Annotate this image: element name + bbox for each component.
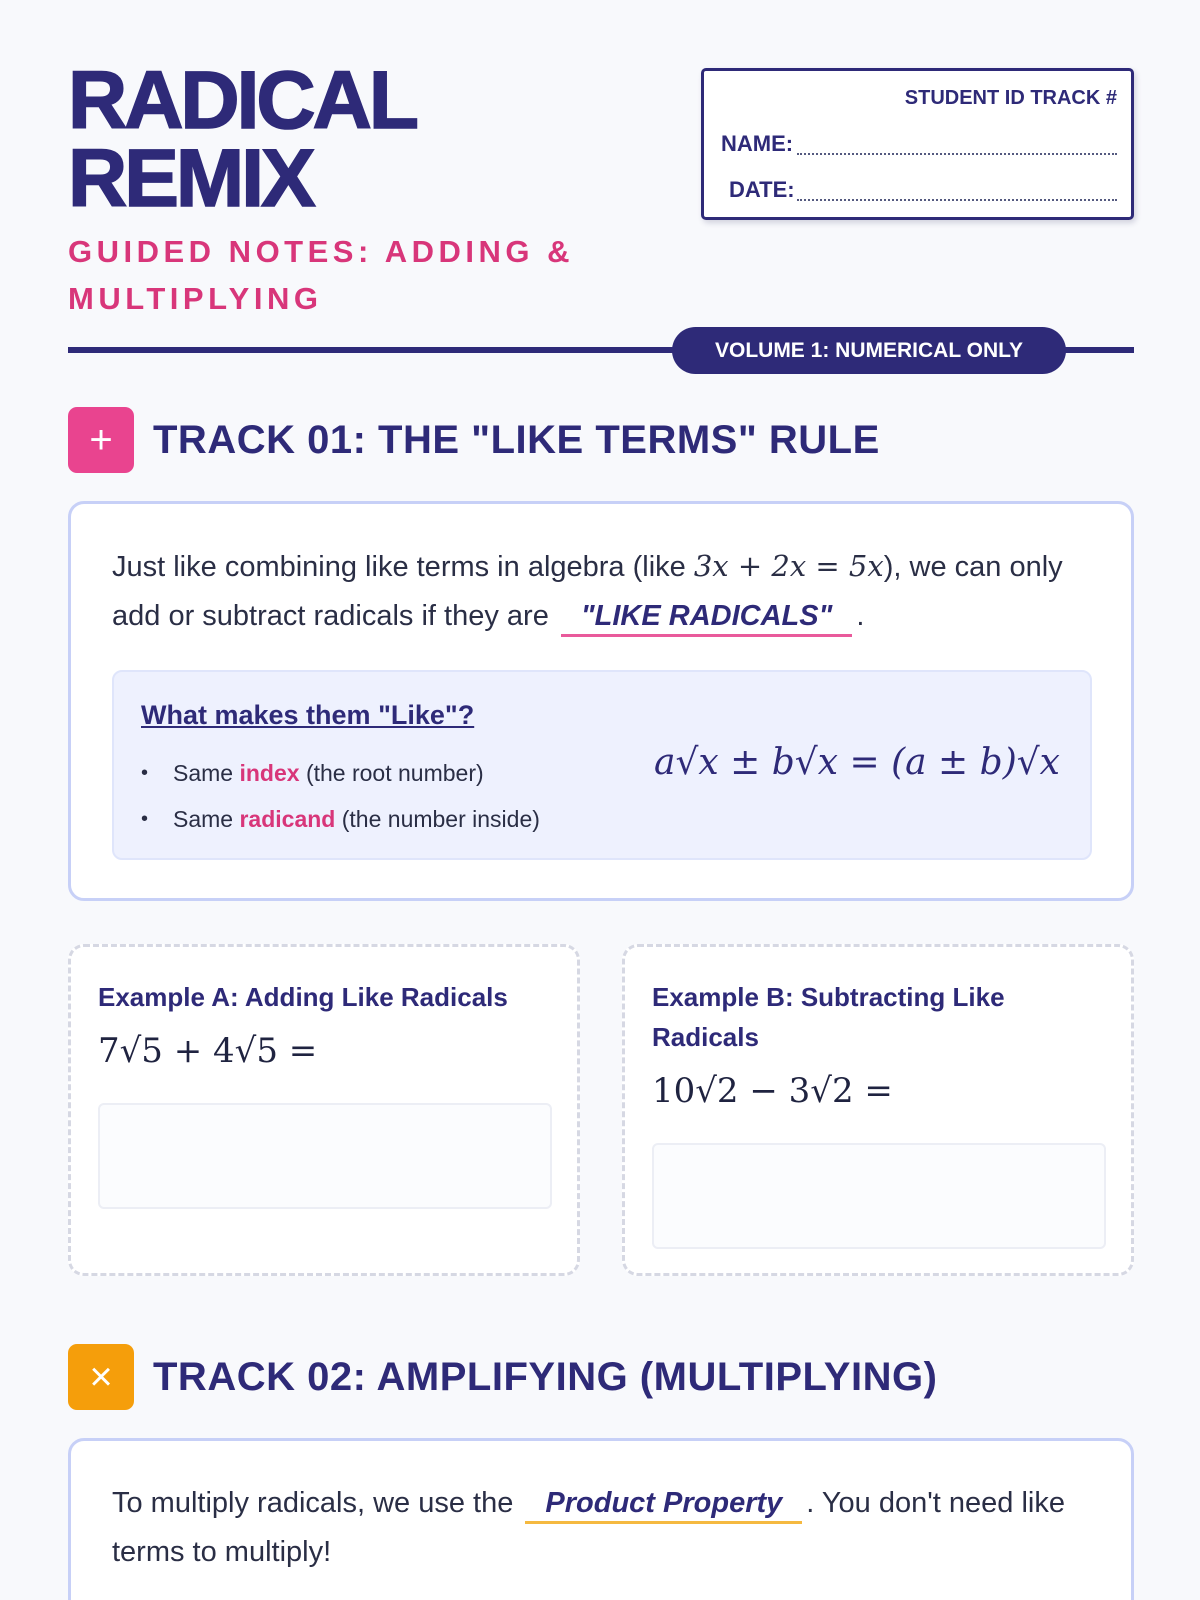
list-item: • Same radicand (the number inside) (141, 796, 540, 842)
example-b-answer-box[interactable] (652, 1143, 1106, 1249)
title-block (68, 55, 628, 322)
lead2-text-before: To multiply radicals, we use the (112, 1487, 514, 1519)
track-01-header (68, 407, 880, 473)
title-line-1: RADICAL (68, 55, 416, 146)
track-02-card (68, 1438, 1134, 1600)
keyword-index: index (239, 760, 300, 786)
like-radicals-formula: a√x ± b√x = (a ± b)√x (654, 742, 1060, 783)
student-id-card (701, 68, 1134, 220)
lead-text-middle: ), we can only add or subtract radicals if they are (112, 551, 1063, 632)
plus-icon: + (68, 407, 134, 473)
volume-badge: VOLUME 1: NUMERICAL ONLY (672, 327, 1066, 374)
track-01-title: TRACK 01: THE "LIKE TERMS" RULE (153, 417, 880, 462)
track-02-title: TRACK 02: AMPLIFYING (MULTIPLYING) (153, 1354, 938, 1399)
name-field[interactable] (797, 135, 1117, 155)
track-02-header (68, 1344, 937, 1410)
lead-text-before: Just like combining like terms in algebra (like (112, 551, 694, 583)
times-icon: × (68, 1344, 134, 1410)
like-radicals-blank[interactable]: "LIKE RADICALS" (561, 598, 852, 637)
track-01-lead (112, 542, 1072, 641)
date-row (721, 177, 1117, 203)
example-a-title: Example A: Adding Like Radicals (98, 982, 508, 1012)
lead-text-after: . (856, 600, 865, 632)
like-criteria-title: What makes them "Like"? (141, 700, 475, 730)
track-01-card (68, 501, 1134, 901)
date-field[interactable] (797, 181, 1117, 201)
lead2-text-after: . You don't need like terms to multiply! (112, 1487, 1065, 1568)
name-label: NAME: (721, 131, 794, 156)
lead-math: 3x + 2x = 5x (693, 549, 884, 583)
worksheet-page (68, 0, 1134, 1600)
track-02-lead (112, 1479, 1092, 1577)
example-a-expression: 7√5 + 4√5 = (98, 1031, 318, 1071)
list-item: • Same index (the root number) (141, 750, 540, 796)
student-id-track-label: STUDENT ID TRACK # (904, 87, 1117, 109)
like-criteria-list (141, 750, 540, 842)
name-row (721, 131, 1117, 157)
example-b-title: Example B: Subtracting Like Radicals (652, 982, 1005, 1052)
example-a-answer-box[interactable] (98, 1103, 552, 1209)
example-b-expression: 10√2 − 3√2 = (652, 1071, 893, 1111)
example-b-card (622, 944, 1134, 1276)
date-label: DATE: (729, 177, 795, 202)
example-a-card (68, 944, 580, 1276)
keyword-radicand: radicand (239, 806, 336, 832)
subtitle: GUIDED NOTES: ADDING & MULTIPLYING (68, 234, 575, 316)
product-property-blank[interactable]: Product Property (525, 1485, 802, 1524)
like-criteria-box (112, 670, 1092, 860)
title-line-2: REMIX (68, 133, 313, 224)
